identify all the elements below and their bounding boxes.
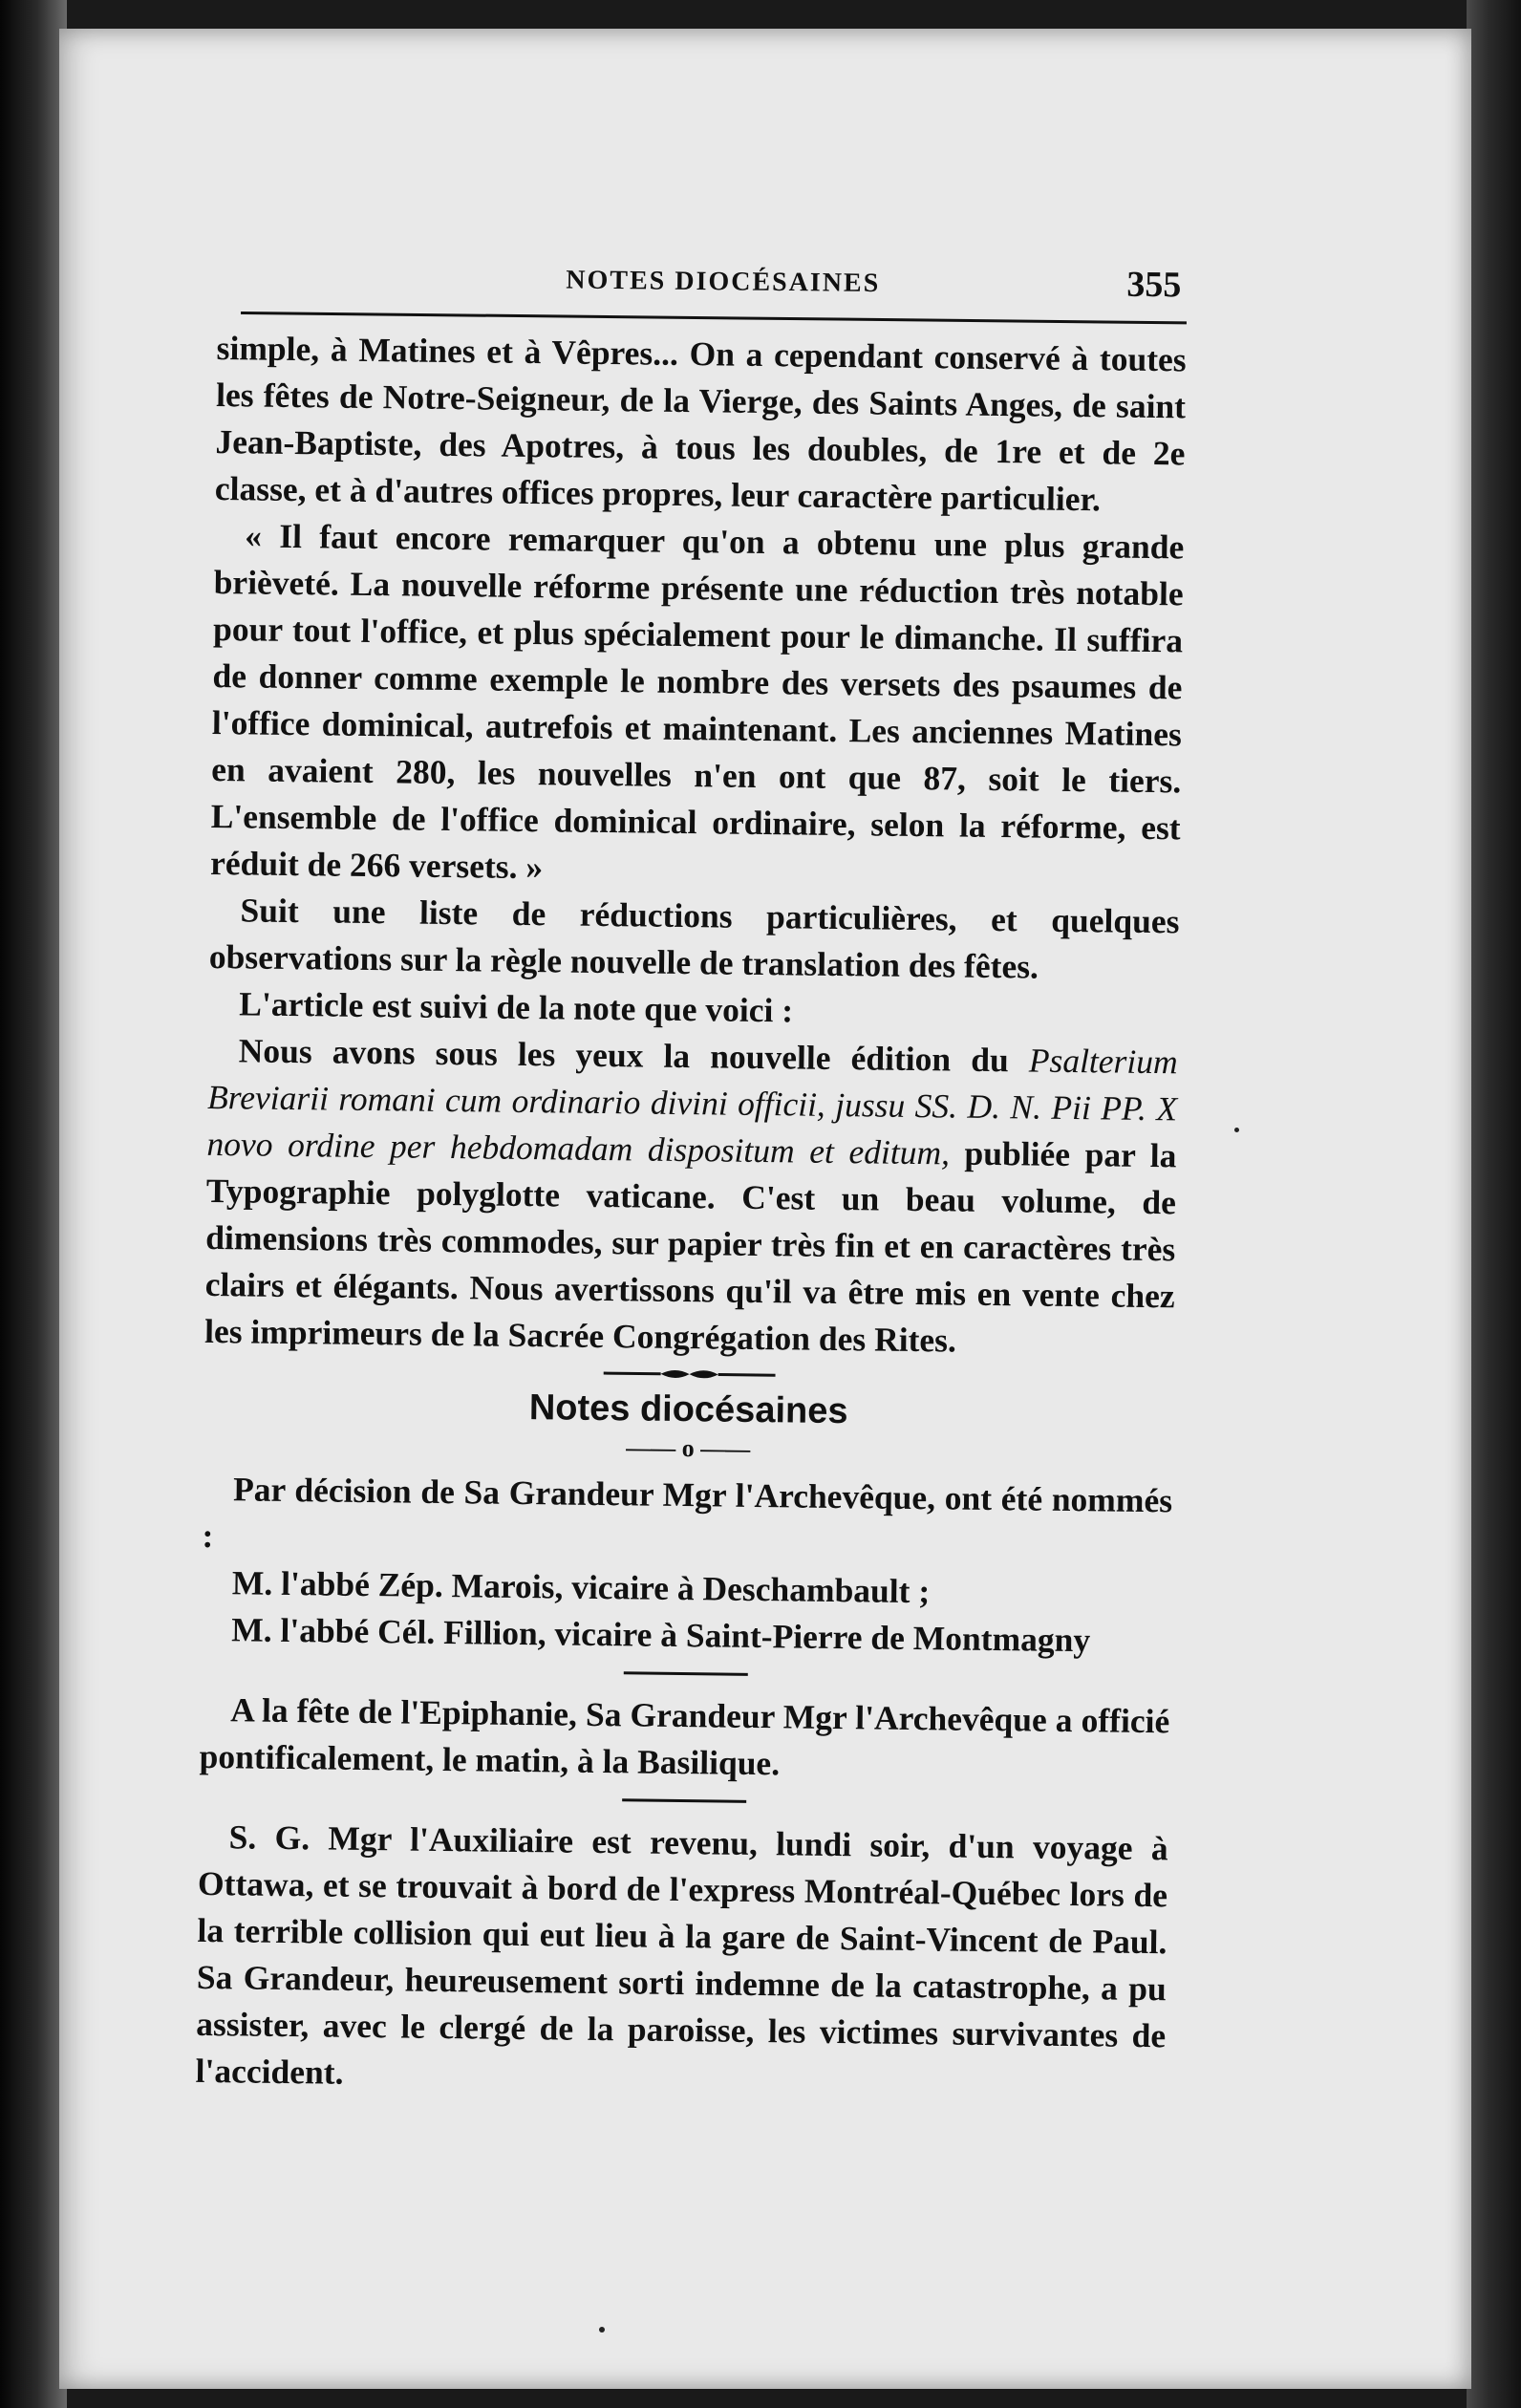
ink-speck [599, 2327, 605, 2333]
page-number: 355 [1126, 264, 1182, 306]
book-page [59, 29, 1471, 2389]
page-text [195, 325, 1187, 2106]
section-heading: Notes diocésaines [528, 1387, 848, 1432]
section-separator: —— o —— [626, 1433, 751, 1463]
paragraph-start: Nous avons sous les yeux la nouvelle édition du [238, 1031, 1030, 1080]
ink-speck [1234, 1128, 1239, 1132]
ornament-divider [603, 1365, 775, 1383]
list-item: M. l'abbé Zép. Marois, vicaire à Deschambault ; [231, 1563, 931, 1611]
list-item: M. l'abbé Cél. Fillion, vicaire à Saint-Pierre de Montmagny [231, 1610, 1091, 1660]
right-book-edge [1467, 0, 1521, 2408]
book-title: Psalterium Breviarii romani cum ordinario divini officii, jussu SS. D. N. Pii PP. X novo ordine per hebdomadam dispositum et editum, [206, 1041, 1178, 1172]
paragraph: S. G. Mgr l'Auxiliaire est revenu, lundi soir, d'un voyage à Ottawa, et se trouvait à bord de l'express Montréal-Québec lors de la terrible collision qui eut lieu à la gare de Saint-Vincent de Paul. Sa Grandeur, heureusement sorti indemne de la catastrophe, a pu assister, avec le clergé de la paroisse, les victimes survivantes de l'accident. [195, 1817, 1168, 2092]
short-rule [623, 1671, 747, 1676]
paragraph: Par décision de Sa Grandeur Mgr l'Archevêque, ont été nommés : [202, 1470, 1173, 1556]
paragraph: « Il faut encore remarquer qu'on a obtenu une plus grande brièveté. La nouvelle réforme présente une réduction très notable pour tout l'office, et plus spécialement pour le dimanche. Il suffira de donner comme exemple le nombre des versets des psaumes de l'office dominical, autrefois et maintenant. Les anciennes Matines en avaient 280, les nouvelles n'en ont que 87, soit le tiers. L'ensemble de l'office dominical ordinaire, selon la réforme, est réduit de 266 versets. » [209, 516, 1185, 887]
short-rule [622, 1798, 746, 1803]
paragraph [204, 1027, 1178, 1366]
left-book-edge [0, 0, 67, 2408]
paragraph: L'article est suivi de la note que voici : [239, 984, 794, 1030]
paragraph-end: publiée par la Typographie polyglotte vaticane. C'est un beau volume, de dimensions très commodes, sur papier très fin et en caractères très clairs et élégants. Nous avertissons qu'il va être mis en vente chez les imprimeurs de la Sacrée Congrégation des Rites. [204, 1133, 1177, 1360]
paragraph: Suit une liste de réductions particulières, et quelques observations sur la règle nouvelle de translation des fêtes. [208, 891, 1180, 986]
page-header [241, 250, 1188, 324]
running-head: NOTES DIOCÉSAINES [566, 265, 881, 299]
paragraph: simple, à Matines et à Vêpres... On a cependant conservé à toutes les fêtes de Notre-Seigneur, de la Vierge, des Saints Anges, de saint Jean-Baptiste, des Apotres, à tous les doubles, de 1re et de 2e classe, et à d'autres offices propres, leur caractère particulier. [214, 328, 1187, 519]
paragraph: A la fête de l'Epiphanie, Sa Grandeur Mgr l'Archevêque a officié pontificalement, le matin, à la Basilique. [199, 1690, 1170, 1783]
